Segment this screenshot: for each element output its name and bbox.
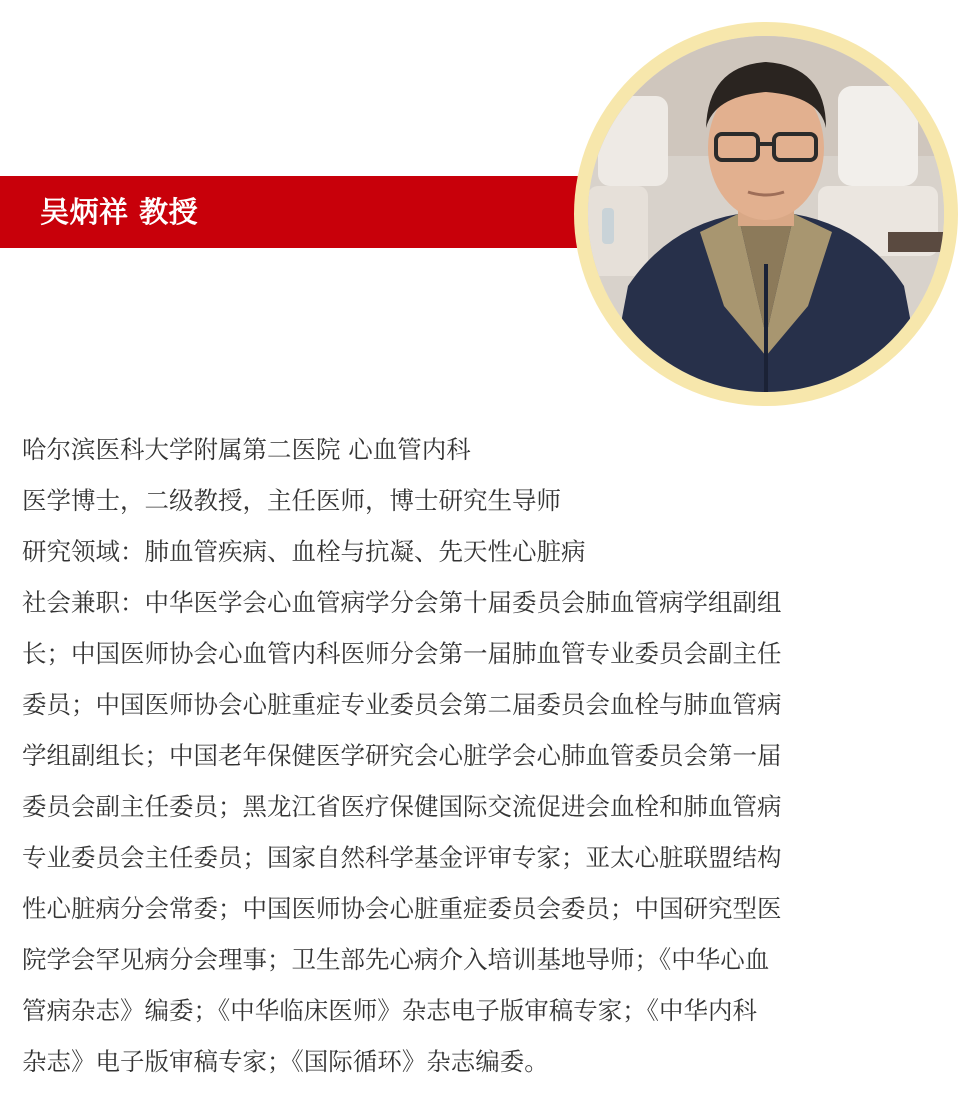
profile-name-title: 吴炳祥 教授: [40, 195, 199, 229]
bio-text: [22, 424, 942, 1087]
bio-line: 研究领域：肺血管疾病、血栓与抗凝、先天性心脏病: [22, 537, 586, 566]
bio-line: 委员会副主任委员；黑龙江省医疗保健国际交流促进会血栓和肺血管病: [22, 792, 782, 821]
bio-line: 学组副组长；中国老年保健医学研究会心脏学会心肺血管委员会第一届: [22, 741, 782, 770]
bio-line: 医学博士，二级教授，主任医师，博士研究生导师: [22, 486, 561, 515]
portrait-illustration: [588, 36, 944, 392]
bio-line: 社会兼职：中华医学会心血管病学分会第十届委员会肺血管病学组副组: [22, 588, 782, 617]
bio-line: 性心脏病分会常委；中国医师协会心脏重症委员会委员；中国研究型医: [22, 894, 782, 923]
bio-line: 管病杂志》编委；《中华临床医师》杂志电子版审稿专家；《中华内科: [22, 996, 757, 1025]
bio-line: 哈尔滨医科大学附属第二医院 心血管内科: [22, 435, 471, 464]
bio-line: 委员；中国医师协会心脏重症专业委员会第二届委员会血栓与肺血管病: [22, 690, 782, 719]
bio-line: 专业委员会主任委员；国家自然科学基金评审专家；亚太心脏联盟结构: [22, 843, 782, 872]
bio-line: 院学会罕见病分会理事；卫生部先心病介入培训基地导师；《中华心血: [22, 945, 770, 974]
bio-line: 长；中国医师协会心血管内科医师分会第一届肺血管专业委员会副主任: [22, 639, 782, 668]
bio-line: 杂志》电子版审稿专家；《国际循环》杂志编委。: [22, 1047, 549, 1076]
portrait-photo: [588, 36, 944, 392]
name-band: [0, 176, 590, 248]
